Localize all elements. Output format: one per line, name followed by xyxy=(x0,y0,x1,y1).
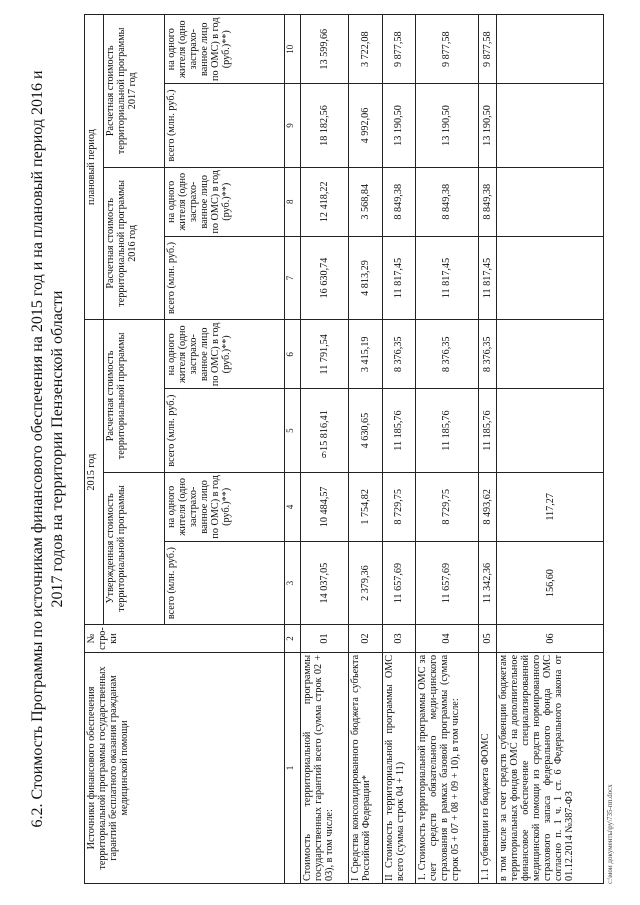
row-number: 06 xyxy=(497,625,604,653)
header-approved-cost: Утвержденная стоимость территориальной программы xyxy=(103,472,164,625)
value-cell xyxy=(497,84,604,167)
header-calc-cost-2016: Расчетная стоимость территориальной программы 2016 год xyxy=(103,167,164,320)
header-per-capita: на одного жителя (одно застрахо-ванное лицо по ОМС) в год (руб.)**) xyxy=(165,472,285,541)
row-number: 02 xyxy=(349,625,382,653)
table-row xyxy=(415,15,478,884)
value-cell: 9 877,58 xyxy=(415,15,478,84)
value-cell: 1 754,82 xyxy=(349,472,382,541)
value-cell: 8 493,62 xyxy=(478,472,497,541)
column-numbers-row xyxy=(285,15,301,884)
value-cell: 8 376,35 xyxy=(382,320,415,389)
value-cell xyxy=(497,15,604,84)
row-label: II Стоимость территориальной программы ОМС всего (сумма строк 04 + 11) xyxy=(382,652,415,883)
page-number: 6 xyxy=(321,450,327,460)
table-row xyxy=(497,15,604,884)
value-cell: 8 729,75 xyxy=(415,472,478,541)
value-cell xyxy=(497,236,604,319)
table-row xyxy=(349,15,382,884)
value-cell: 11 185,76 xyxy=(382,389,415,472)
row-label: в том числе за счет средств субвенции бюджетам территориальных фондов ОМС на дополнительное финансовое обеспечение специализированной медицинской помощи из средств нормированного страхового запаса федерального фонда ОМС согласно п. 1 ч. 1 ст. 6 Федерального закона от 01.12.2014 №387-ФЗ xyxy=(497,652,604,883)
value-cell: 8 729,75 xyxy=(382,472,415,541)
column-number: 5 xyxy=(285,389,301,472)
value-cell: 156,60 xyxy=(497,542,604,625)
file-path-footnote: c:\мои документы\ру\735-пп.docx xyxy=(606,784,614,884)
column-number: 9 xyxy=(285,84,301,167)
value-cell: 10 484,57 xyxy=(301,472,349,541)
value-cell: 9 877,58 xyxy=(478,15,497,84)
value-cell: 3 568,84 xyxy=(349,167,382,236)
header-total-mln: всего (млн. руб.) xyxy=(165,236,285,319)
value-cell: 11 185,76 xyxy=(415,389,478,472)
value-cell: 9 877,58 xyxy=(382,15,415,84)
value-cell: 11 817,45 xyxy=(382,236,415,319)
title-line-2: 2017 годов на территории Пензенской области xyxy=(49,290,66,608)
column-number: 8 xyxy=(285,167,301,236)
value-cell: 8 376,35 xyxy=(478,320,497,389)
value-cell: 8 849,38 xyxy=(478,167,497,236)
value-cell: 2 379,36 xyxy=(349,542,382,625)
row-label: 1. Стоимость территориальной программы ОМС за счет средств обязательного меди-цинского страхования в рамках базовой программы (сумма строк 05 + 07 + 08 + 09 + 10), в том числе: xyxy=(415,652,478,883)
value-cell: 8 849,38 xyxy=(415,167,478,236)
value-cell: 11 657,69 xyxy=(382,542,415,625)
value-cell: 11 791,54 xyxy=(301,320,349,389)
column-number: 6 xyxy=(285,320,301,389)
value-cell: 11 342,36 xyxy=(478,542,497,625)
value-cell: 4 630,65 xyxy=(349,389,382,472)
header-calc-cost-2017: Расчетная стоимость территориальной программы 2017 год xyxy=(103,15,164,168)
value-cell: 13 190,50 xyxy=(415,84,478,167)
header-total-mln: всего (млн. руб.) xyxy=(165,389,285,472)
table-body xyxy=(301,15,604,884)
value-cell xyxy=(497,167,604,236)
value-cell: 11 817,45 xyxy=(478,236,497,319)
header-calc-cost: Расчетная стоимость территориальной программы xyxy=(103,320,164,473)
title-line-1: 6.2. Стоимость Программы по источникам финансового обеспечения на 2015 год и на плановый период 2016 и xyxy=(29,70,46,828)
value-cell: 11 185,76 xyxy=(478,389,497,472)
section-title xyxy=(28,14,82,884)
value-cell: 8 376,35 xyxy=(415,320,478,389)
value-cell: 13 190,50 xyxy=(382,84,415,167)
row-number: 01 xyxy=(301,625,349,653)
column-number: 2 xyxy=(285,625,301,653)
header-row-no: № стро-ки xyxy=(85,625,285,653)
value-cell: 11 817,45 xyxy=(415,236,478,319)
column-number: 10 xyxy=(285,15,301,84)
value-cell: 4 813,29 xyxy=(349,236,382,319)
row-number: 05 xyxy=(478,625,497,653)
value-cell: 18 182,56 xyxy=(301,84,349,167)
value-cell: 3 722,08 xyxy=(349,15,382,84)
value-cell: 117,27 xyxy=(497,472,604,541)
header-planned-period: плановый период xyxy=(85,15,104,320)
value-cell: 12 418,22 xyxy=(301,167,349,236)
table-row xyxy=(478,15,497,884)
row-label: Стоимость территориальной программы государственных гарантий всего (сумма строк 02 + 03), в том числе: xyxy=(301,652,349,883)
column-number: 3 xyxy=(285,542,301,625)
table-row xyxy=(382,15,415,884)
value-cell: 13 190,50 xyxy=(478,84,497,167)
cost-table xyxy=(84,14,604,884)
value-cell: 4 992,06 xyxy=(349,84,382,167)
header-year-2015: 2015 год xyxy=(85,320,104,625)
value-cell: 16 630,74 xyxy=(301,236,349,319)
value-cell: 8 849,38 xyxy=(382,167,415,236)
value-cell: 3 415,19 xyxy=(349,320,382,389)
header-per-capita: на одного жителя (одно застрахо-ванное лицо по ОМС) в год (руб.)**) xyxy=(165,167,285,236)
value-cell: 13 599,66 xyxy=(301,15,349,84)
column-number: 4 xyxy=(285,472,301,541)
value-cell xyxy=(497,320,604,389)
row-label: 1.1 субвенции из бюджета ФОМС xyxy=(478,652,497,883)
column-number: 1 xyxy=(285,652,301,883)
table-row xyxy=(301,15,349,884)
row-label: I Средства консолидированного бюджета субъекта Российской Федерации* xyxy=(349,652,382,883)
value-cell: 11 657,69 xyxy=(415,542,478,625)
rotated-page-content xyxy=(28,14,618,884)
header-per-capita: на одного жителя (одно застрахо-ванное лицо по ОМС) в год (руб.)**) xyxy=(165,15,285,84)
header-total-mln: всего (млн. руб.) xyxy=(165,542,285,625)
header-per-capita: на одного жителя (одно застрахо-ванное лицо по ОМС) в год (руб.)**) xyxy=(165,320,285,389)
row-number: 03 xyxy=(382,625,415,653)
value-cell: 15 816,41 xyxy=(301,389,349,472)
value-cell: 14 037,05 xyxy=(301,542,349,625)
value-cell xyxy=(497,389,604,472)
column-number: 7 xyxy=(285,236,301,319)
row-number: 04 xyxy=(415,625,478,653)
header-source: Источники финансового обеспечения территориальной программы государственных гарантий бесплатного оказания гражданам медицинской помощи xyxy=(85,652,285,883)
header-total-mln: всего (млн. руб.) xyxy=(165,84,285,167)
